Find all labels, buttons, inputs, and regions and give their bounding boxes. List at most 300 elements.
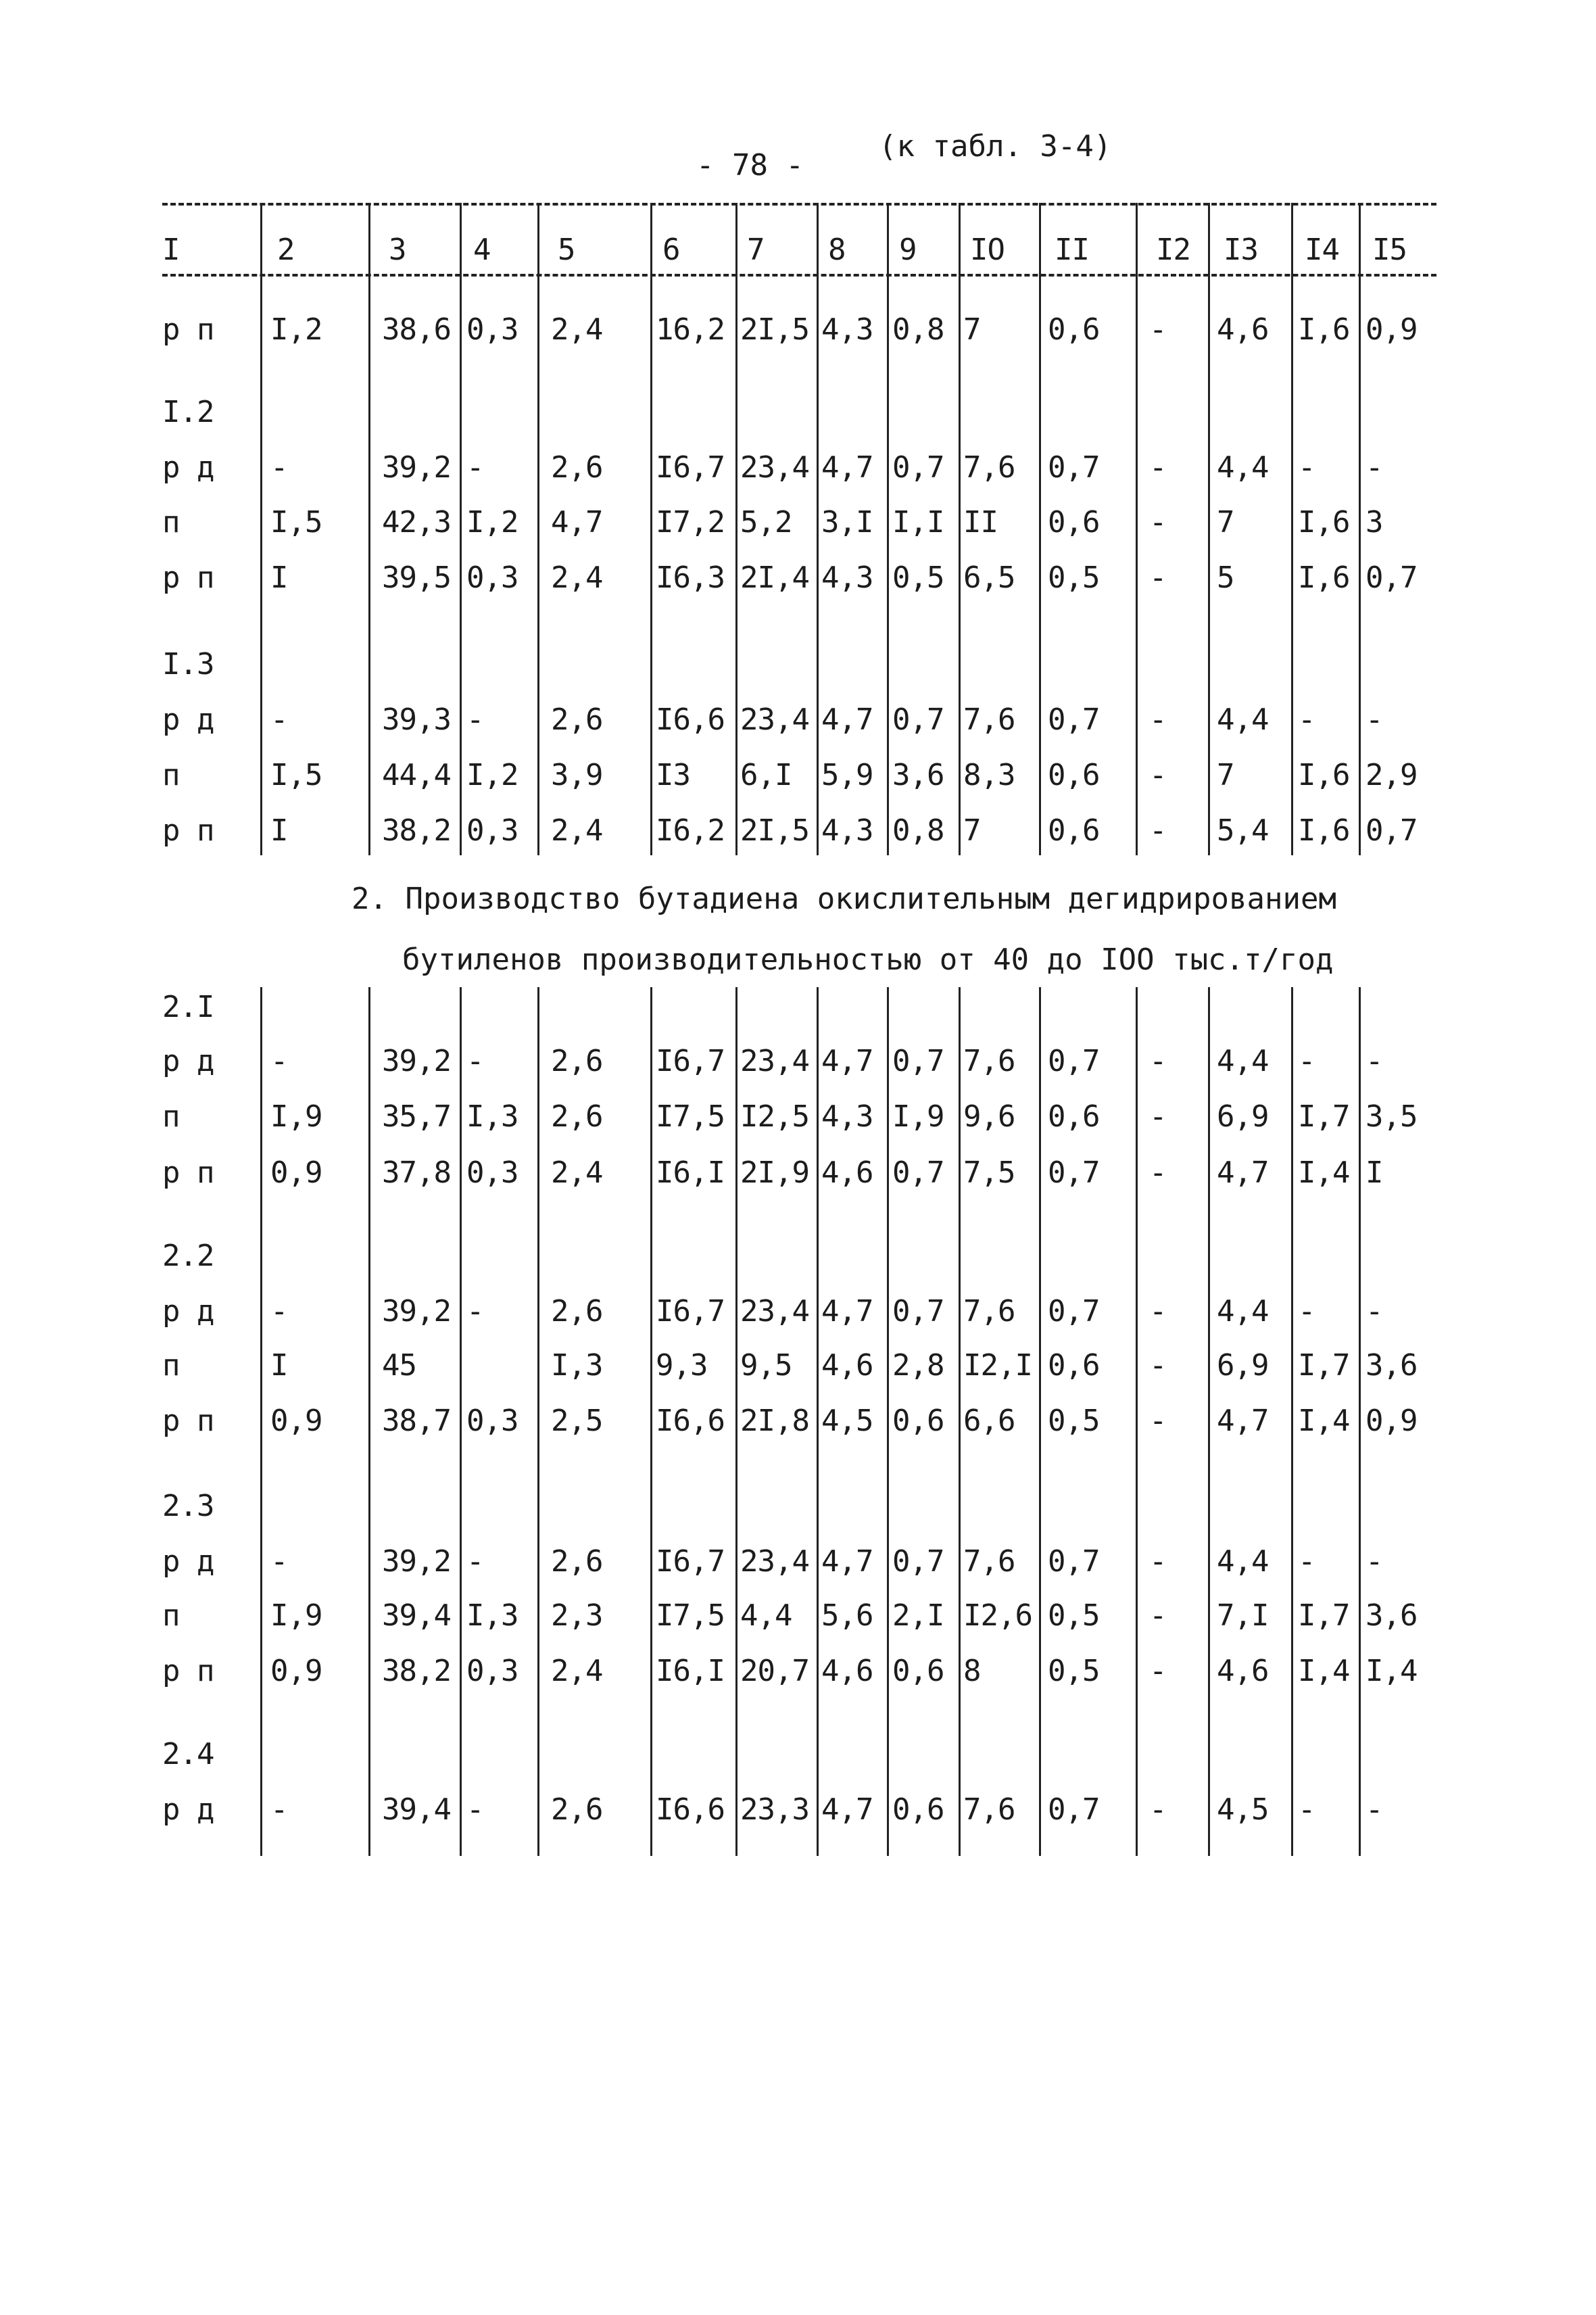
table-cell: I6,6 xyxy=(656,1404,725,1438)
column-header-3: 3 xyxy=(389,233,406,267)
table-cell: 23,3 xyxy=(740,1792,809,1827)
table-cell: 3,6 xyxy=(1365,1598,1418,1633)
table-cell: I,6 xyxy=(1298,505,1350,540)
row-label: р д xyxy=(162,1792,214,1827)
table-cell: - xyxy=(1149,560,1167,595)
table-cell: 4,3 xyxy=(821,813,873,848)
column-rule xyxy=(260,987,262,1856)
table-cell: 4,4 xyxy=(1217,702,1269,737)
column-rule xyxy=(260,203,262,855)
column-rule xyxy=(735,987,737,1856)
row-label: р п xyxy=(162,1404,214,1438)
table-cell: I,7 xyxy=(1298,1348,1350,1383)
table-cell: 3,I xyxy=(821,505,873,540)
table-cell: - xyxy=(1365,450,1383,485)
table-cell: 23,4 xyxy=(740,702,809,737)
table-cell: 39,2 xyxy=(382,450,451,485)
column-rule xyxy=(368,987,370,1856)
table-cell: 0,5 xyxy=(1048,1598,1100,1633)
table-cell: I6,6 xyxy=(656,702,725,737)
table-cell: 5,2 xyxy=(740,505,792,540)
table-cell: 38,7 xyxy=(382,1404,451,1438)
table-cell: 0,3 xyxy=(466,560,518,595)
table-cell: 0,6 xyxy=(1048,1348,1100,1383)
table-cell: 2,4 xyxy=(551,1155,603,1190)
table-cell: I,3 xyxy=(551,1348,603,1383)
table-cell: 7 xyxy=(963,813,981,848)
table-cell: I,4 xyxy=(1298,1654,1350,1688)
table-cell: 0,5 xyxy=(1048,560,1100,595)
section-title-line-1: 2. Производство бутадиена окислительным дегидрированием xyxy=(352,882,1336,916)
column-rule xyxy=(959,987,961,1856)
section-title-line-2: бутиленов производительностью от 40 до IOO тыс.т/год xyxy=(402,942,1334,977)
table-cell: 2,I xyxy=(892,1598,944,1633)
table-cell: - xyxy=(1149,1792,1167,1827)
table-cell: 3,5 xyxy=(1365,1099,1418,1134)
table-cell: 0,6 xyxy=(892,1654,944,1688)
table-cell: 7,6 xyxy=(963,1044,1015,1078)
table-cell: I,6 xyxy=(1298,758,1350,792)
table-cell: 9,5 xyxy=(740,1348,792,1383)
table-cell: II xyxy=(963,505,998,540)
table-cell: 39,3 xyxy=(382,702,451,737)
column-header-8: 8 xyxy=(828,233,846,267)
table-cell: 16,2 xyxy=(656,312,725,347)
column-rule xyxy=(1208,203,1210,855)
table-cell: - xyxy=(1149,1654,1167,1688)
table-cell: - xyxy=(1149,312,1167,347)
table-cell: 4,4 xyxy=(1217,450,1269,485)
table-cell: 0,9 xyxy=(1365,312,1418,347)
table-cell: 5,4 xyxy=(1217,813,1269,848)
column-header-1: I xyxy=(162,233,180,267)
table-cell: 2,8 xyxy=(892,1348,944,1383)
table-cell: 0,3 xyxy=(466,1155,518,1190)
table-cell: 20,7 xyxy=(740,1654,809,1688)
table-cell: I6,6 xyxy=(656,1792,725,1827)
row-label: р п xyxy=(162,560,214,595)
table-cell: - xyxy=(466,1044,484,1078)
table-cell: I,2 xyxy=(466,758,518,792)
table-cell: I,9 xyxy=(270,1099,322,1134)
table-cell: 39,4 xyxy=(382,1792,451,1827)
table-cell: 4,6 xyxy=(821,1348,873,1383)
row-label: п xyxy=(162,1348,180,1383)
table-cell: 0,3 xyxy=(466,312,518,347)
table-cell: 4,7 xyxy=(1217,1404,1269,1438)
table-cell: 0,6 xyxy=(1048,505,1100,540)
column-header-12: I2 xyxy=(1156,233,1190,267)
table-cell: 39,4 xyxy=(382,1598,451,1633)
table-cell: 2I,4 xyxy=(740,560,809,595)
table-cell: 7 xyxy=(1217,505,1234,540)
table-cell: 7,6 xyxy=(963,450,1015,485)
table-cell: 0,8 xyxy=(892,312,944,347)
table-cell: 0,6 xyxy=(1048,312,1100,347)
row-label: р д xyxy=(162,1044,214,1078)
table-cell: I6,2 xyxy=(656,813,725,848)
row-label: п xyxy=(162,1598,180,1633)
table-cell: 4,4 xyxy=(1217,1044,1269,1078)
table-cell: I6,3 xyxy=(656,560,725,595)
table-cell: 4,7 xyxy=(1217,1155,1269,1190)
column-rule xyxy=(1136,987,1138,1856)
table-cell: 2,4 xyxy=(551,560,603,595)
table-cell: I,3 xyxy=(466,1099,518,1134)
table-cell: 3,6 xyxy=(1365,1348,1418,1383)
table-cell: 3,9 xyxy=(551,758,603,792)
table-cell: 0,9 xyxy=(1365,1404,1418,1438)
table-cell: 8,3 xyxy=(963,758,1015,792)
column-rule xyxy=(1039,203,1041,855)
table-cell: 39,5 xyxy=(382,560,451,595)
table-cell: - xyxy=(1149,813,1167,848)
table-cell: 0,7 xyxy=(1048,1294,1100,1329)
table-cell: I,7 xyxy=(1298,1099,1350,1134)
table-cell: 0,9 xyxy=(270,1654,322,1688)
column-rule xyxy=(537,203,539,855)
table-cell: 3,6 xyxy=(892,758,944,792)
table-cell: 38,2 xyxy=(382,1654,451,1688)
row-label: п xyxy=(162,758,180,792)
table-cell: 2,6 xyxy=(551,1294,603,1329)
table-cell: I7,5 xyxy=(656,1099,725,1134)
table-cell: 0,5 xyxy=(1048,1404,1100,1438)
table-cell: I,9 xyxy=(270,1598,322,1633)
table-cell: 0,3 xyxy=(466,1404,518,1438)
table-cell: - xyxy=(1365,1792,1383,1827)
table-cell: 3 xyxy=(1365,505,1383,540)
table-cell: I,6 xyxy=(1298,813,1350,848)
table-cell: I,2 xyxy=(270,312,322,347)
table-cell: 6,9 xyxy=(1217,1099,1269,1134)
table-cell: - xyxy=(466,1544,484,1579)
table-cell: I6,I xyxy=(656,1155,725,1190)
table-cell: 0,5 xyxy=(1048,1654,1100,1688)
table-cell: 4,3 xyxy=(821,312,873,347)
table-cell: 0,7 xyxy=(1365,813,1418,848)
table-cell: - xyxy=(466,450,484,485)
table-cell: 23,4 xyxy=(740,1044,809,1078)
column-rule xyxy=(887,987,889,1856)
table-cell: I xyxy=(1365,1155,1383,1190)
table-cell: 4,5 xyxy=(1217,1792,1269,1827)
table-cell: I,6 xyxy=(1298,560,1350,595)
table-cell: 4,5 xyxy=(821,1404,873,1438)
table-cell: 0,3 xyxy=(466,813,518,848)
column-rule xyxy=(650,987,652,1856)
table-cell: 0,5 xyxy=(892,560,944,595)
table-cell: 2,6 xyxy=(551,450,603,485)
table-cell: - xyxy=(1298,1294,1315,1329)
table-cell: I,4 xyxy=(1365,1654,1418,1688)
table-cell: 38,2 xyxy=(382,813,451,848)
column-rule xyxy=(1291,203,1293,855)
column-rule xyxy=(1039,987,1041,1856)
table-cell: 4,4 xyxy=(1217,1544,1269,1579)
table-cell: I,5 xyxy=(270,758,322,792)
table-cell: 4,4 xyxy=(1217,1294,1269,1329)
table-cell: 0,7 xyxy=(892,1155,944,1190)
table-cell: - xyxy=(270,702,288,737)
table-cell: - xyxy=(1298,702,1315,737)
table-cell: 0,7 xyxy=(892,450,944,485)
row-label: I.2 xyxy=(162,395,214,429)
table-cell: 9,6 xyxy=(963,1099,1015,1134)
table-cell: 4,6 xyxy=(821,1155,873,1190)
table-cell: 42,3 xyxy=(382,505,451,540)
table-cell: 4,6 xyxy=(821,1654,873,1688)
table-cell: - xyxy=(466,702,484,737)
column-header-13: I3 xyxy=(1224,233,1258,267)
table-cell: 4,7 xyxy=(821,1792,873,1827)
row-label: I.3 xyxy=(162,647,214,682)
column-rule xyxy=(1291,987,1293,1856)
table-cell: 6,9 xyxy=(1217,1348,1269,1383)
table-cell: - xyxy=(1298,1044,1315,1078)
table-cell: 0,7 xyxy=(1048,1155,1100,1190)
table-cell: 0,3 xyxy=(466,1654,518,1688)
table-cell: - xyxy=(1149,1099,1167,1134)
table-cell: 45 xyxy=(382,1348,416,1383)
table-cell: - xyxy=(270,1544,288,1579)
table-cell: 7 xyxy=(1217,758,1234,792)
table-cell: I3 xyxy=(656,758,690,792)
table-cell: 2,6 xyxy=(551,1099,603,1134)
table-cell: 7,5 xyxy=(963,1155,1015,1190)
row-label: р д xyxy=(162,1544,214,1579)
row-label: п xyxy=(162,1099,180,1134)
table-cell: 37,8 xyxy=(382,1155,451,1190)
table-cell: 7,6 xyxy=(963,1294,1015,1329)
table-cell: 2,9 xyxy=(1365,758,1418,792)
table-cell: I xyxy=(270,813,288,848)
table-cell: 0,9 xyxy=(270,1155,322,1190)
table-cell: 2,6 xyxy=(551,1544,603,1579)
table-cell: 0,7 xyxy=(892,1044,944,1078)
table-cell: I,3 xyxy=(466,1598,518,1633)
table-cell: 39,2 xyxy=(382,1044,451,1078)
row-label: р п xyxy=(162,1654,214,1688)
table-cell: 0,7 xyxy=(1048,1544,1100,1579)
column-rule xyxy=(537,987,539,1856)
table-cell: 2,4 xyxy=(551,312,603,347)
table-cell: 2,6 xyxy=(551,1792,603,1827)
table-cell: 2,4 xyxy=(551,1654,603,1688)
table-cell: - xyxy=(1298,1544,1315,1579)
table-cell: 0,7 xyxy=(892,1544,944,1579)
table-cell: I6,I xyxy=(656,1654,725,1688)
row-label: р д xyxy=(162,1294,214,1329)
table-cell: - xyxy=(270,1044,288,1078)
table-cell: - xyxy=(1149,1044,1167,1078)
table-cell: 5,9 xyxy=(821,758,873,792)
table-cell: I7,2 xyxy=(656,505,725,540)
table-cell: 7,6 xyxy=(963,1792,1015,1827)
table-cell: - xyxy=(1149,1155,1167,1190)
table-cell: 4,7 xyxy=(821,1544,873,1579)
table-cell: 7,6 xyxy=(963,702,1015,737)
table-cell: 8 xyxy=(963,1654,981,1688)
table-cell: 0,6 xyxy=(1048,758,1100,792)
header-rule xyxy=(162,203,1436,206)
table-cell: 23,4 xyxy=(740,1294,809,1329)
table-cell: I2,I xyxy=(963,1348,1032,1383)
column-rule xyxy=(735,203,737,855)
table-cell: I xyxy=(270,1348,288,1383)
table-cell: - xyxy=(1365,1544,1383,1579)
table-cell: 4,3 xyxy=(821,560,873,595)
table-cell: 2I,8 xyxy=(740,1404,809,1438)
table-cell: I2,5 xyxy=(740,1099,809,1134)
table-cell: 0,7 xyxy=(1048,450,1100,485)
table-cell: 39,2 xyxy=(382,1294,451,1329)
column-rule xyxy=(1359,203,1361,855)
table-cell: I6,7 xyxy=(656,450,725,485)
table-cell: - xyxy=(1149,1348,1167,1383)
table-cell: - xyxy=(1298,450,1315,485)
row-label: р п xyxy=(162,813,214,848)
column-header-6: 6 xyxy=(662,233,680,267)
table-cell: - xyxy=(1365,1294,1383,1329)
table-cell: 2,6 xyxy=(551,1044,603,1078)
table-cell: I,6 xyxy=(1298,312,1350,347)
table-cell: - xyxy=(1149,450,1167,485)
table-cell: - xyxy=(466,1792,484,1827)
table-cell: 38,6 xyxy=(382,312,451,347)
table-cell: I,I xyxy=(892,505,944,540)
table-cell: 0,7 xyxy=(1048,702,1100,737)
table-cell: 44,4 xyxy=(382,758,451,792)
table-cell: 4,7 xyxy=(551,505,603,540)
table-cell: - xyxy=(1149,1404,1167,1438)
table-cell: 0,7 xyxy=(1365,560,1418,595)
row-label: р п xyxy=(162,312,214,347)
column-header-4: 4 xyxy=(473,233,491,267)
table-cell: 35,7 xyxy=(382,1099,451,1134)
table-cell: 7 xyxy=(963,312,981,347)
table-cell: 6,5 xyxy=(963,560,1015,595)
column-rule xyxy=(1359,987,1361,1856)
table-cell: I,4 xyxy=(1298,1404,1350,1438)
row-label: р д xyxy=(162,450,214,485)
table-cell: 4,3 xyxy=(821,1099,873,1134)
row-label: п xyxy=(162,505,180,540)
table-cell: 4,6 xyxy=(1217,312,1269,347)
table-cell: I7,5 xyxy=(656,1598,725,1633)
table-cell: 2,4 xyxy=(551,813,603,848)
column-rule xyxy=(460,987,462,1856)
table-cell: 2,5 xyxy=(551,1404,603,1438)
column-header-7: 7 xyxy=(747,233,765,267)
table-cell: - xyxy=(1149,758,1167,792)
column-header-11: II xyxy=(1055,233,1089,267)
column-header-15: I5 xyxy=(1372,233,1407,267)
column-rule xyxy=(817,987,819,1856)
table-cell: I6,7 xyxy=(656,1294,725,1329)
table-cell: 4,6 xyxy=(1217,1654,1269,1688)
table-cell: 2,6 xyxy=(551,702,603,737)
table-cell: 2I,5 xyxy=(740,813,809,848)
column-rule xyxy=(1208,987,1210,1856)
column-rule xyxy=(460,203,462,855)
table-cell: 39,2 xyxy=(382,1544,451,1579)
table-reference: (к табл. 3-4) xyxy=(879,129,1112,164)
column-header-14: I4 xyxy=(1305,233,1339,267)
table-cell: - xyxy=(1298,1792,1315,1827)
table-cell: - xyxy=(1149,1598,1167,1633)
column-rule xyxy=(959,203,961,855)
table-cell: - xyxy=(1149,1294,1167,1329)
table-cell: 0,7 xyxy=(892,1294,944,1329)
table-cell: - xyxy=(1149,702,1167,737)
table-cell: I,7 xyxy=(1298,1598,1350,1633)
table-cell: I,4 xyxy=(1298,1155,1350,1190)
table-cell: I6,7 xyxy=(656,1044,725,1078)
table-cell: 6,6 xyxy=(963,1404,1015,1438)
table-cell: 0,6 xyxy=(892,1404,944,1438)
table-cell: - xyxy=(270,450,288,485)
table-cell: 2I,5 xyxy=(740,312,809,347)
table-cell: - xyxy=(1365,702,1383,737)
table-cell: I,9 xyxy=(892,1099,944,1134)
page-number: - 78 - xyxy=(696,148,804,183)
table-cell: 4,7 xyxy=(821,702,873,737)
row-label: р п xyxy=(162,1155,214,1190)
table-cell: 0,6 xyxy=(1048,1099,1100,1134)
table-cell: 23,4 xyxy=(740,450,809,485)
column-header-2: 2 xyxy=(277,233,295,267)
table-cell: 0,6 xyxy=(892,1792,944,1827)
table-cell: 5,6 xyxy=(821,1598,873,1633)
table-cell: 23,4 xyxy=(740,1544,809,1579)
table-cell: - xyxy=(270,1792,288,1827)
table-cell: 2,3 xyxy=(551,1598,603,1633)
table-cell: 4,7 xyxy=(821,450,873,485)
table-cell: - xyxy=(270,1294,288,1329)
table-cell: I,5 xyxy=(270,505,322,540)
table-cell: 7,6 xyxy=(963,1544,1015,1579)
table-cell: I xyxy=(270,560,288,595)
table-cell: 5 xyxy=(1217,560,1234,595)
table-cell: 0,8 xyxy=(892,813,944,848)
table-cell: 7,I xyxy=(1217,1598,1269,1633)
table-cell: 0,7 xyxy=(892,702,944,737)
row-label: 2.I xyxy=(162,990,214,1024)
column-rule xyxy=(817,203,819,855)
table-cell: 0,6 xyxy=(1048,813,1100,848)
table-cell: I,2 xyxy=(466,505,518,540)
table-cell: - xyxy=(466,1294,484,1329)
table-cell: 4,4 xyxy=(740,1598,792,1633)
table-cell: 4,7 xyxy=(821,1294,873,1329)
table-cell: 0,7 xyxy=(1048,1044,1100,1078)
table-cell: - xyxy=(1149,505,1167,540)
table-cell: 9,3 xyxy=(656,1348,708,1383)
column-header-10: IO xyxy=(970,233,1005,267)
column-header-9: 9 xyxy=(899,233,917,267)
row-label: 2.3 xyxy=(162,1489,214,1523)
header-rule xyxy=(162,274,1436,277)
table-cell: 0,7 xyxy=(1048,1792,1100,1827)
table-cell: 0,9 xyxy=(270,1404,322,1438)
table-cell: I6,7 xyxy=(656,1544,725,1579)
table-cell: 2I,9 xyxy=(740,1155,809,1190)
table-cell: I2,6 xyxy=(963,1598,1032,1633)
table-cell: 4,7 xyxy=(821,1044,873,1078)
table-cell: - xyxy=(1149,1544,1167,1579)
column-rule xyxy=(368,203,370,855)
